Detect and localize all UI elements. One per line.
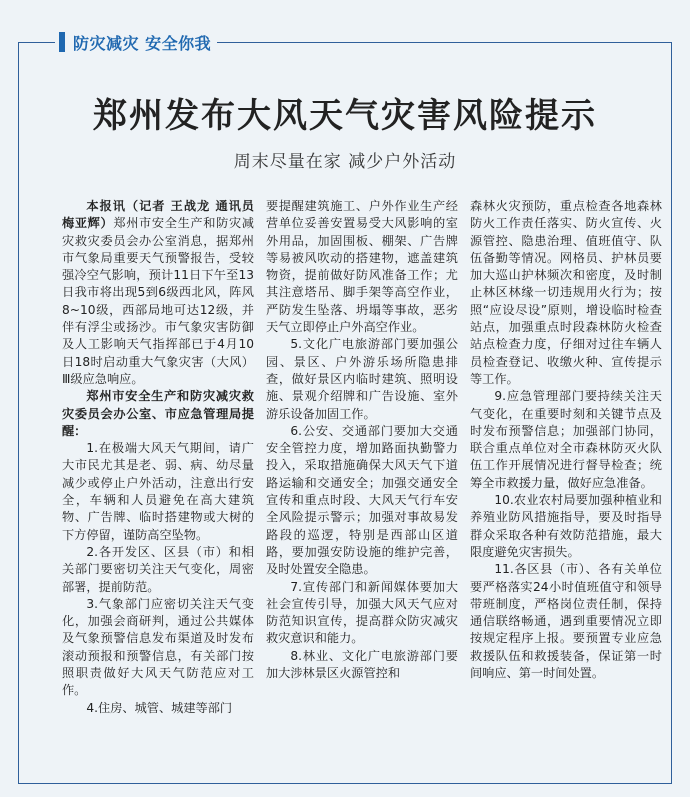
headline: 郑州发布大风天气灾害风险提示 (93, 96, 597, 136)
paragraph: 1.在极端大风天气期间，请广大市民尤其是老、弱、病、幼尽量减少或停止户外活动，注意出行安全，车辆和人员避免在高大建筑物、广告牌、临时搭建物或大树的下方停留，谨防高空坠物。 (62, 441, 254, 542)
paragraph: 11.各区县（市）、各有关单位要严格落实24小时值班值守和领导带班制度，严格岗位责任制，保持通信联络畅通，遇到重要情况立即按规定程序上报。要预置专业应急救援队伍和救援装备，保证第一时间响应、第一时间处置。 (470, 562, 662, 681)
paragraph: 6.公安、交通部门要加大交通安全管控力度，增加路面执勤警力投入，采取措施确保大风天气下道路运输和交通安全；加强交通安全宣传和重点时段、大风天气行车安全风险提示警示；加强对事故易发路段的巡逻，特别是西部山区道路，要加强安防设施的维护完善，及时处置安全隐患。 (266, 423, 458, 577)
paragraph: 要提醒建筑施工、户外作业生产经营单位妥善安置易受大风影响的室外用品，加固围板、棚架、广告牌等易被风吹动的搭建物，遮盖建筑物资，提前做好防风准备工作；尤其注意塔吊、脚手架等高空作业，严防发生坠落、坍塌等事故，恶劣天气立即停止户外高空作业。 (266, 199, 458, 335)
column-tag-bar (59, 32, 65, 52)
article-column-1 (62, 198, 254, 783)
paragraph: 10.农业农村局要加强种植业和养殖业防风措施指导，要及时指导群众采取各种有效防范措施，最大限度避免灾害损失。 (470, 493, 662, 559)
byline: 本报讯（记者 王战龙 通讯员 梅亚辉） (62, 199, 254, 231)
column-tag-text: 防灾减灾 安全你我 (73, 33, 212, 53)
paragraph: 3.气象部门应密切关注天气变化，加强会商研判，通过公共媒体及气象预警信息发布渠道及时发布滚动预报和预警信息，有关部门按照职责做好大风天气防范应对工作。 (62, 596, 254, 698)
article-column-2 (266, 198, 458, 783)
article-column-3 (470, 198, 662, 783)
subhead: 周末尽量在家 减少户外活动 (233, 152, 457, 172)
paragraph: 7.宣传部门和新闻媒体要加大社会宣传引导，加强大风天气应对防范知识宣传，提高群众防灾减灾救灾意识和能力。 (266, 579, 458, 646)
article-body (62, 198, 662, 783)
paragraph: 8.林业、文化广电旅游部门要加大涉林景区火源管控和 (266, 648, 458, 681)
paragraph-text: 郑州市安全生产和防灾减灾救灾委员会办公室消息，据郑州市气象局重要天气预警报告，受较强冷空气影响，预计11日下午至13日我市将出现5到6级西北风，阵风8~10级，西部局地可达12级，并伴有浮尘或扬沙。市气象灾害防御及人工影响天气指挥部已于4月10日18时启动重大气象灾害（大风）Ⅲ级应急响应。 (62, 216, 254, 386)
paragraph (62, 198, 254, 388)
paragraph: 郑州市安全生产和防灾减灾救灾委员会办公室、市应急管理局提醒： (62, 389, 254, 438)
paragraph: 2.各开发区、区县（市）和相关部门要密切关注天气变化，周密部署，提前防范。 (62, 544, 254, 594)
paragraph: 森林火灾预防，重点检查各地森林防火工作责任落实、防火宣传、火源管控、隐患治理、值班值守、队伍备勤等情况。网格员、护林员要加大巡山护林频次和密度，及时制止林区林缘一切违规用火行为；按照“应设尽设”原则，增设临时检查站点，加强重点时段森林防火检查站点检查力度，仔细对过往车辆人员检查登记、收缴火种、宣传提示等工作。 (470, 199, 662, 386)
column-tag (55, 30, 217, 54)
paragraph: 9.应急管理部门要持续关注天气变化，在重要时刻和关键节点及时发布预警信息；加强部门协同，联合重点单位对全市森林防灭火队伍工作开展情况进行督导检查；统筹全市救援力量，做好应急准备。 (470, 389, 662, 490)
paragraph: 4.住房、城管、城建等部门 (86, 700, 233, 715)
paragraph: 5.文化广电旅游部门要加强公园、景区、户外游乐场所隐患排查，做好景区内临时建筑、照明设施、景观介绍牌和广告设施、室外游乐设备加固工作。 (266, 337, 458, 421)
